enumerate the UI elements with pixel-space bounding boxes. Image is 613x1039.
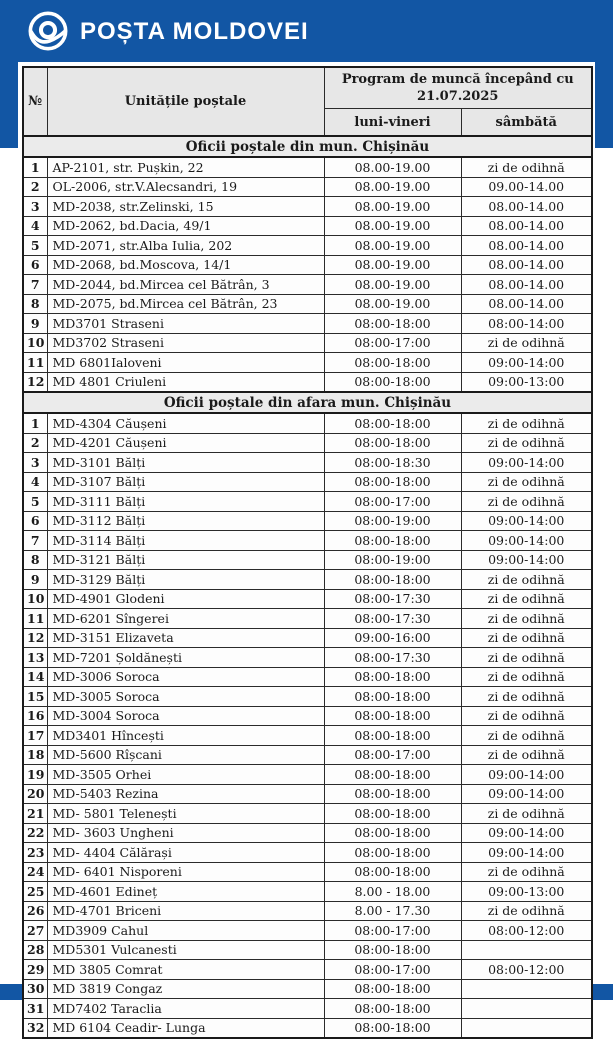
cell-weekdays: 08:00-17:30	[324, 609, 461, 629]
cell-number: 5	[23, 492, 47, 512]
table-row	[23, 843, 592, 863]
cell-unit: MD-2071, str.Alba Iulia, 202	[47, 236, 324, 256]
table-header-row	[23, 67, 592, 109]
cell-weekdays: 8.00 - 17.30	[324, 901, 461, 921]
cell-unit: MD5301 Vulcanesti	[47, 940, 324, 960]
brand-title: POȘTA MOLDOVEI	[80, 18, 309, 45]
cell-saturday: 09:00-14:00	[461, 784, 592, 804]
cell-number: 29	[23, 960, 47, 980]
table-row	[23, 706, 592, 726]
cell-weekdays: 08:00-18:00	[324, 353, 461, 373]
table-row	[23, 492, 592, 512]
cell-saturday: 08.00-14.00	[461, 216, 592, 236]
cell-saturday: 08:00-12:00	[461, 921, 592, 941]
cell-number: 22	[23, 823, 47, 843]
table-row	[23, 882, 592, 902]
cell-weekdays: 08:00-18:30	[324, 453, 461, 473]
cell-unit: MD-3005 Soroca	[47, 687, 324, 707]
cell-unit: MD- 3603 Ungheni	[47, 823, 324, 843]
cell-unit: MD-2068, bd.Moscova, 14/1	[47, 255, 324, 275]
cell-unit: MD-4304 Căușeni	[47, 413, 324, 433]
cell-saturday	[461, 979, 592, 999]
cell-weekdays: 08:00-18:00	[324, 999, 461, 1019]
cell-number: 9	[23, 314, 47, 334]
cell-saturday: zi de odihnă	[461, 804, 592, 824]
table-row	[23, 901, 592, 921]
table-row	[23, 862, 592, 882]
cell-saturday: 09:00-14:00	[461, 531, 592, 551]
cell-number: 7	[23, 531, 47, 551]
col-header-program	[324, 67, 592, 109]
cell-weekdays: 08:00-18:00	[324, 706, 461, 726]
cell-number: 11	[23, 609, 47, 629]
table-row	[23, 453, 592, 473]
cell-saturday: zi de odihnă	[461, 413, 592, 433]
cell-saturday: zi de odihnă	[461, 570, 592, 590]
cell-saturday: 08.00-14.00	[461, 197, 592, 217]
table-row	[23, 333, 592, 353]
cell-number: 16	[23, 706, 47, 726]
cell-unit: MD-3151 Elizaveta	[47, 628, 324, 648]
cell-weekdays: 08:00-18:00	[324, 570, 461, 590]
cell-number: 12	[23, 628, 47, 648]
table-row	[23, 177, 592, 197]
table-row	[23, 999, 592, 1019]
cell-unit: MD3702 Straseni	[47, 333, 324, 353]
cell-saturday: 09:00-13:00	[461, 882, 592, 902]
cell-saturday: zi de odihnă	[461, 433, 592, 453]
cell-saturday: 09:00-14:00	[461, 353, 592, 373]
table-row	[23, 157, 592, 177]
table-row	[23, 745, 592, 765]
cell-number: 26	[23, 901, 47, 921]
cell-unit: MD-3129 Bălți	[47, 570, 324, 590]
table-row	[23, 979, 592, 999]
table-row	[23, 294, 592, 314]
cell-saturday: 09:00-14:00	[461, 823, 592, 843]
cell-unit: MD-2044, bd.Mircea cel Bătrân, 3	[47, 275, 324, 295]
table-row	[23, 197, 592, 217]
cell-number: 5	[23, 236, 47, 256]
cell-number: 10	[23, 589, 47, 609]
table-row	[23, 940, 592, 960]
cell-weekdays: 08:00-18:00	[324, 823, 461, 843]
cell-saturday: zi de odihnă	[461, 609, 592, 629]
cell-number: 7	[23, 275, 47, 295]
table-row	[23, 570, 592, 590]
cell-saturday: 08.00-14.00	[461, 294, 592, 314]
cell-saturday: zi de odihnă	[461, 667, 592, 687]
cell-number: 12	[23, 372, 47, 392]
cell-unit: MD-3107 Bălți	[47, 472, 324, 492]
cell-unit: MD3401 Hîncești	[47, 726, 324, 746]
table-row	[23, 353, 592, 373]
cell-weekdays: 08:00-18:00	[324, 940, 461, 960]
cell-unit: MD-4601 Edineț	[47, 882, 324, 902]
cell-weekdays: 08:00-18:00	[324, 372, 461, 392]
table-row	[23, 609, 592, 629]
cell-weekdays: 09:00-16:00	[324, 628, 461, 648]
cell-saturday: zi de odihnă	[461, 726, 592, 746]
cell-unit: MD-3006 Soroca	[47, 667, 324, 687]
cell-saturday: zi de odihnă	[461, 333, 592, 353]
cell-unit: MD 4801 Criuleni	[47, 372, 324, 392]
cell-saturday: zi de odihnă	[461, 706, 592, 726]
table-row	[23, 413, 592, 433]
cell-unit: MD-3505 Orhei	[47, 765, 324, 785]
cell-weekdays: 08.00-19.00	[324, 197, 461, 217]
cell-unit: MD- 4404 Călărași	[47, 843, 324, 863]
cell-number: 1	[23, 413, 47, 433]
cell-number: 23	[23, 843, 47, 863]
cell-weekdays: 08:00-19:00	[324, 511, 461, 531]
cell-unit: MD-3112 Bălți	[47, 511, 324, 531]
cell-unit: MD-3101 Bălți	[47, 453, 324, 473]
cell-weekdays: 08.00-19.00	[324, 177, 461, 197]
col-header-unit: Unitățile poștale	[47, 67, 324, 136]
cell-saturday: 09:00-14:00	[461, 843, 592, 863]
cell-saturday: zi de odihnă	[461, 492, 592, 512]
brand-header	[0, 0, 613, 62]
cell-saturday: 08:00-12:00	[461, 960, 592, 980]
cell-unit: MD-2075, bd.Mircea cel Bătrân, 23	[47, 294, 324, 314]
posta-moldovei-logo	[27, 10, 69, 52]
cell-number: 32	[23, 1018, 47, 1038]
table-row	[23, 726, 592, 746]
cell-number: 19	[23, 765, 47, 785]
table-row	[23, 236, 592, 256]
cell-saturday: zi de odihnă	[461, 901, 592, 921]
cell-number: 13	[23, 648, 47, 668]
cell-weekdays: 08.00-19.00	[324, 275, 461, 295]
cell-unit: MD 3819 Congaz	[47, 979, 324, 999]
cell-weekdays: 08:00-18:00	[324, 843, 461, 863]
cell-number: 8	[23, 294, 47, 314]
table-row	[23, 255, 592, 275]
cell-saturday: 08.00-14.00	[461, 255, 592, 275]
cell-weekdays: 08:00-17:30	[324, 648, 461, 668]
cell-number: 21	[23, 804, 47, 824]
schedule-table	[22, 66, 593, 1039]
table-row	[23, 687, 592, 707]
cell-unit: MD-3111 Bălți	[47, 492, 324, 512]
cell-weekdays: 08:00-18:00	[324, 687, 461, 707]
table-row	[23, 667, 592, 687]
cell-number: 17	[23, 726, 47, 746]
cell-number: 9	[23, 570, 47, 590]
cell-unit: MD-2038, str.Zelinski, 15	[47, 197, 324, 217]
table-row	[23, 921, 592, 941]
cell-number: 20	[23, 784, 47, 804]
table-row	[23, 823, 592, 843]
table-row	[23, 372, 592, 392]
cell-weekdays: 08.00-19.00	[324, 294, 461, 314]
cell-saturday: 08:00-14:00	[461, 314, 592, 334]
cell-number: 2	[23, 177, 47, 197]
cell-saturday: 08.00-14.00	[461, 236, 592, 256]
cell-saturday: zi de odihnă	[461, 157, 592, 177]
cell-weekdays: 08:00-18:00	[324, 765, 461, 785]
cell-unit: MD-4901 Glodeni	[47, 589, 324, 609]
section-header-outside-chisinau	[23, 392, 592, 413]
table-row	[23, 589, 592, 609]
cell-saturday: 09:00-14:00	[461, 511, 592, 531]
cell-number: 25	[23, 882, 47, 902]
cell-saturday: 09:00-13:00	[461, 372, 592, 392]
cell-number: 3	[23, 197, 47, 217]
cell-saturday: 08.00-14.00	[461, 275, 592, 295]
cell-weekdays: 08:00-18:00	[324, 667, 461, 687]
cell-saturday	[461, 940, 592, 960]
col-header-program-line1: Program de muncă începând cu	[341, 72, 574, 87]
table-row	[23, 433, 592, 453]
section-title: Oficii poștale din afara mun. Chișinău	[23, 392, 592, 413]
table-row	[23, 472, 592, 492]
cell-number: 18	[23, 745, 47, 765]
cell-number: 31	[23, 999, 47, 1019]
cell-weekdays: 08.00-19.00	[324, 216, 461, 236]
cell-saturday: zi de odihnă	[461, 472, 592, 492]
cell-weekdays: 08:00-18:00	[324, 979, 461, 999]
table-row	[23, 784, 592, 804]
col-header-weekdays: luni-vineri	[324, 109, 461, 137]
cell-unit: MD-4201 Căușeni	[47, 433, 324, 453]
cell-unit: MD 6104 Ceadir- Lunga	[47, 1018, 324, 1038]
cell-unit: MD-3114 Bălți	[47, 531, 324, 551]
cell-weekdays: 08:00-17:00	[324, 333, 461, 353]
cell-saturday: zi de odihnă	[461, 687, 592, 707]
cell-number: 11	[23, 353, 47, 373]
table-row	[23, 531, 592, 551]
cell-unit: MD-3004 Soroca	[47, 706, 324, 726]
cell-weekdays: 08:00-19:00	[324, 550, 461, 570]
cell-saturday: 09:00-14:00	[461, 765, 592, 785]
cell-weekdays: 08:00-18:00	[324, 433, 461, 453]
cell-weekdays: 08:00-18:00	[324, 1018, 461, 1038]
cell-unit: MD- 6401 Nisporeni	[47, 862, 324, 882]
cell-weekdays: 08:00-17:00	[324, 492, 461, 512]
table-row	[23, 804, 592, 824]
cell-unit: MD 6801Ialoveni	[47, 353, 324, 373]
cell-number: 4	[23, 472, 47, 492]
cell-number: 6	[23, 255, 47, 275]
cell-number: 27	[23, 921, 47, 941]
cell-weekdays: 08:00-17:00	[324, 745, 461, 765]
table-row	[23, 648, 592, 668]
cell-number: 1	[23, 157, 47, 177]
cell-weekdays: 08:00-17:00	[324, 960, 461, 980]
cell-weekdays: 08.00-19.00	[324, 157, 461, 177]
cell-saturday	[461, 999, 592, 1019]
table-row	[23, 960, 592, 980]
cell-number: 10	[23, 333, 47, 353]
cell-unit: AP-2101, str. Pușkin, 22	[47, 157, 324, 177]
cell-weekdays: 08:00-17:30	[324, 589, 461, 609]
cell-weekdays: 8.00 - 18.00	[324, 882, 461, 902]
table-row	[23, 1018, 592, 1038]
cell-number: 3	[23, 453, 47, 473]
cell-weekdays: 08:00-18:00	[324, 413, 461, 433]
cell-saturday: zi de odihnă	[461, 589, 592, 609]
cell-number: 4	[23, 216, 47, 236]
cell-saturday: zi de odihnă	[461, 628, 592, 648]
table-row	[23, 314, 592, 334]
cell-unit: OL-2006, str.V.Alecsandri, 19	[47, 177, 324, 197]
cell-weekdays: 08:00-18:00	[324, 784, 461, 804]
cell-number: 24	[23, 862, 47, 882]
col-header-number: №	[23, 67, 47, 136]
table-row	[23, 628, 592, 648]
cell-unit: MD-5600 Rîșcani	[47, 745, 324, 765]
cell-weekdays: 08:00-18:00	[324, 314, 461, 334]
cell-weekdays: 08:00-18:00	[324, 726, 461, 746]
section-title: Oficii poștale din mun. Chișinău	[23, 136, 592, 157]
cell-saturday	[461, 1018, 592, 1038]
cell-unit: MD-3121 Bălți	[47, 550, 324, 570]
cell-number: 8	[23, 550, 47, 570]
cell-unit: MD7402 Taraclia	[47, 999, 324, 1019]
schedule-panel	[18, 62, 595, 1036]
cell-number: 30	[23, 979, 47, 999]
col-header-program-line2: 21.07.2025	[417, 89, 499, 104]
cell-weekdays: 08.00-19.00	[324, 236, 461, 256]
cell-saturday: 09.00-14.00	[461, 177, 592, 197]
cell-saturday: zi de odihnă	[461, 648, 592, 668]
cell-weekdays: 08:00-18:00	[324, 862, 461, 882]
cell-number: 28	[23, 940, 47, 960]
cell-weekdays: 08:00-17:00	[324, 921, 461, 941]
table-row	[23, 275, 592, 295]
cell-unit: MD-2062, bd.Dacia, 49/1	[47, 216, 324, 236]
cell-saturday: zi de odihnă	[461, 862, 592, 882]
cell-unit: MD3909 Cahul	[47, 921, 324, 941]
cell-unit: MD 3805 Comrat	[47, 960, 324, 980]
cell-saturday: zi de odihnă	[461, 745, 592, 765]
cell-unit: MD- 5801 Telenești	[47, 804, 324, 824]
col-header-saturday: sâmbătă	[461, 109, 592, 137]
section-header-chisinau	[23, 136, 592, 157]
cell-unit: MD-6201 Sîngerei	[47, 609, 324, 629]
table-row	[23, 511, 592, 531]
cell-saturday: 09:00-14:00	[461, 550, 592, 570]
cell-number: 2	[23, 433, 47, 453]
cell-saturday: 09:00-14:00	[461, 453, 592, 473]
table-row	[23, 765, 592, 785]
cell-unit: MD-7201 Șoldănești	[47, 648, 324, 668]
cell-unit: MD3701 Straseni	[47, 314, 324, 334]
cell-number: 14	[23, 667, 47, 687]
cell-weekdays: 08.00-19.00	[324, 255, 461, 275]
cell-weekdays: 08:00-18:00	[324, 804, 461, 824]
cell-unit: MD-4701 Briceni	[47, 901, 324, 921]
table-row	[23, 550, 592, 570]
cell-number: 6	[23, 511, 47, 531]
cell-weekdays: 08:00-18:00	[324, 472, 461, 492]
cell-number: 15	[23, 687, 47, 707]
table-row	[23, 216, 592, 236]
cell-unit: MD-5403 Rezina	[47, 784, 324, 804]
cell-weekdays: 08:00-18:00	[324, 531, 461, 551]
